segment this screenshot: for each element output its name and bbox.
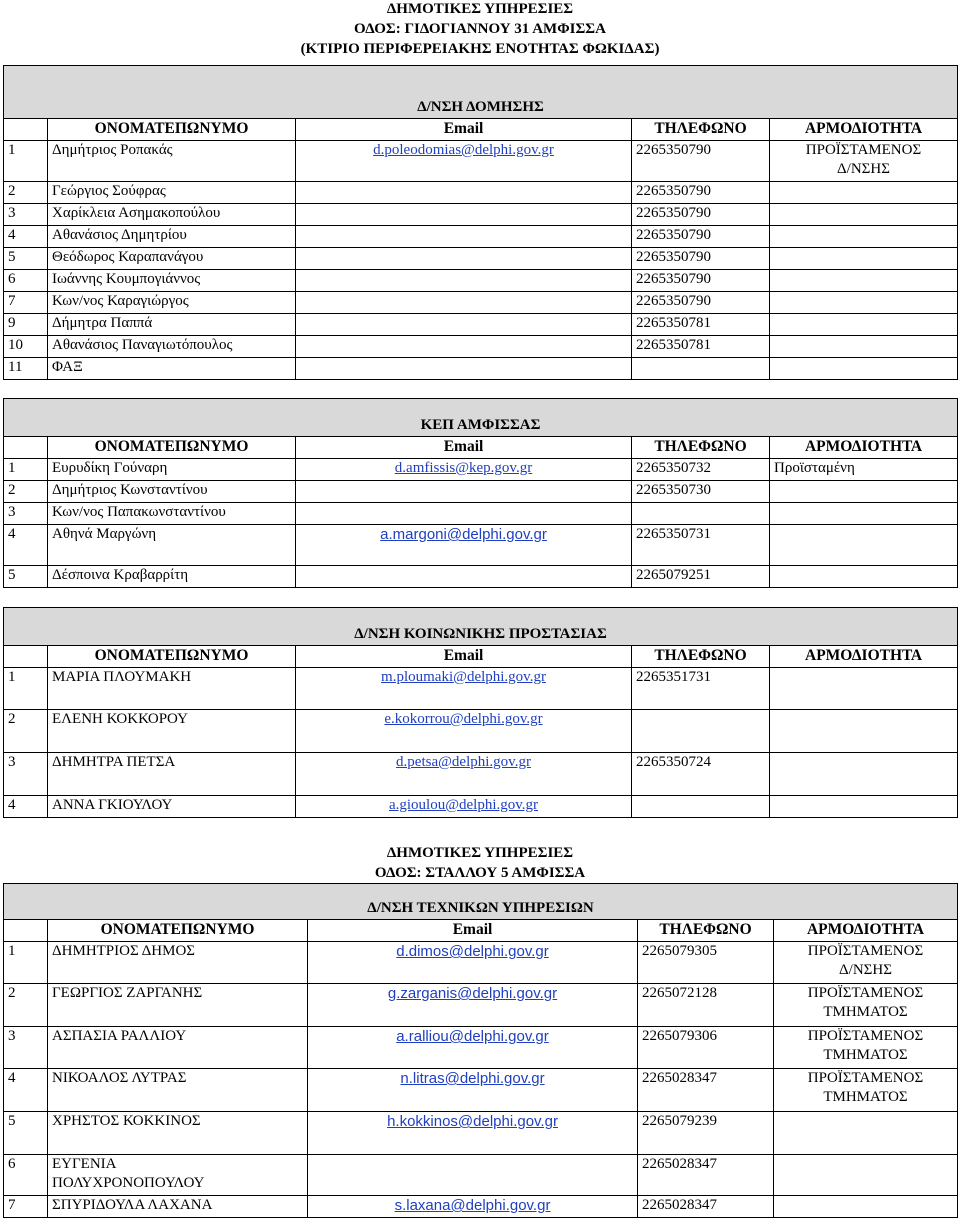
table-row: 5 Θεόδωρος Καραπανάγου 2265350790: [4, 248, 958, 270]
table-kep: [3, 398, 958, 588]
table-row: 10 Αθανάσιος Παναγιωτόπουλος 2265350781: [4, 336, 958, 358]
email-link[interactable]: d.petsa@delphi.gov.gr: [396, 754, 531, 770]
table-koinoniki: [3, 607, 958, 818]
table-row: 6 Ιωάννης Κουμπογιάννος 2265350790: [4, 270, 958, 292]
table-row: 7 ΣΠΥΡΙΔΟΥΛΑ ΛΑΧΑΝΑ s.laxana@delphi.gov.gr 2265028347: [4, 1196, 958, 1218]
table-row: 4 Αθανάσιος Δημητρίου 2265350790: [4, 226, 958, 248]
col-header-email: Email: [296, 437, 632, 459]
col-header-role: ΑΡΜΟΔΙΟΤΗΤΑ: [770, 646, 958, 668]
header-line-3: (ΚΤΙΡΙΟ ΠΕΡΙΦΕΡΕΙΑΚΗΣ ΕΝΟΤΗΤΑΣ ΦΩΚΙΔΑΣ): [300, 41, 660, 57]
header2-line-2: ΟΔΟΣ: ΣΤΑΛΛΟΥ 5 ΑΜΦΙΣΣΑ: [374, 865, 586, 881]
email-link[interactable]: s.laxana@delphi.gov.gr: [394, 1197, 551, 1214]
col-header-email: Email: [296, 119, 632, 141]
section-title: Δ/ΝΣΗ ΤΕΧΝΙΚΩΝ ΥΠΗΡΕΣΙΩΝ: [4, 884, 958, 920]
section-title: Δ/ΝΣΗ ΚΟΙΝΩΝΙΚΗΣ ΠΡΟΣΤΑΣΙΑΣ: [4, 608, 958, 646]
email-link[interactable]: h.kokkinos@delphi.gov.gr: [387, 1113, 558, 1130]
header2-line-1: ΔΗΜΟΤΙΚΕΣ ΥΠΗΡΕΣΙΕΣ: [386, 845, 574, 861]
table-domisis: [3, 65, 958, 380]
col-header-email: Email: [308, 920, 638, 942]
table-row: 11 ΦΑΞ: [4, 358, 958, 380]
col-header-role: ΑΡΜΟΔΙΟΤΗΤΑ: [770, 437, 958, 459]
table-row: 4 ΝΙΚΟΑΛΟΣ ΛΥΤΡΑΣ n.litras@delphi.gov.gr 2265028347 ΠΡΟΪΣΤΑΜΕΝΟΣ ΤΜΗΜΑΤΟΣ: [4, 1069, 958, 1112]
table-row: 4 Αθηνά Μαργώνη a.margoni@delphi.gov.gr 2265350731: [4, 525, 958, 566]
table-row: 2 ΓΕΩΡΓΙΟΣ ΖΑΡΓΑΝΗΣ g.zarganis@delphi.gov.gr 2265072128 ΠΡΟΪΣΤΑΜΕΝΟΣ ΤΜΗΜΑΤΟΣ: [4, 984, 958, 1027]
table-row: 6 ΕΥΓΕΝΙΑ ΠΟΛΥΧΡΟΝΟΠΟΥΛΟΥ 2265028347: [4, 1155, 958, 1196]
table-row: 5 ΧΡΗΣΤΟΣ ΚΟΚΚΙΝΟΣ h.kokkinos@delphi.gov.gr 2265079239: [4, 1112, 958, 1155]
table-row: 9 Δήμητρα Παππά 2265350781: [4, 314, 958, 336]
col-header-phone: ΤΗΛΕΦΩΝΟ: [638, 920, 774, 942]
table-row: 7 Κων/νος Καραγιώργος 2265350790: [4, 292, 958, 314]
email-link[interactable]: e.kokorrou@delphi.gov.gr: [384, 711, 543, 727]
email-link[interactable]: n.litras@delphi.gov.gr: [400, 1070, 545, 1087]
email-link[interactable]: a.gioulou@delphi.gov.gr: [388, 797, 539, 813]
table-row: 2 Δημήτριος Κωνσταντίνου 2265350730: [4, 481, 958, 503]
email-link[interactable]: a.margoni@delphi.gov.gr: [380, 526, 547, 543]
col-header-name: ΟΝΟΜΑΤΕΠΩΝΥΜΟ: [48, 119, 296, 141]
col-header-name: ΟΝΟΜΑΤΕΠΩΝΥΜΟ: [48, 437, 296, 459]
table-row: 1 ΔΗΜΗΤΡΙΟΣ ΔΗΜΟΣ d.dimos@delphi.gov.gr 2265079305 ΠΡΟΪΣΤΑΜΕΝΟΣ Δ/ΝΣΗΣ: [4, 942, 958, 984]
header-line-1: ΔΗΜΟΤΙΚΕΣ ΥΠΗΡΕΣΙΕΣ: [386, 1, 574, 17]
table-row: 3 ΔΗΜΗΤΡΑ ΠΕΤΣΑ d.petsa@delphi.gov.gr 2265350724: [4, 753, 958, 796]
col-header-role: ΑΡΜΟΔΙΟΤΗΤΑ: [770, 119, 958, 141]
col-header-name: ΟΝΟΜΑΤΕΠΩΝΥΜΟ: [48, 920, 308, 942]
table-row: 3 ΑΣΠΑΣΙΑ ΡΑΛΛΙΟΥ a.ralliou@delphi.gov.gr 2265079306 ΠΡΟΪΣΤΑΜΕΝΟΣ ΤΜΗΜΑΤΟΣ: [4, 1027, 958, 1069]
table-row: 2 ΕΛΕΝΗ ΚΟΚΚΟΡΟΥ e.kokorrou@delphi.gov.gr: [4, 710, 958, 753]
col-header-email: Email: [296, 646, 632, 668]
table-row: 5 Δέσποινα Κραβαρρίτη 2265079251: [4, 566, 958, 588]
table-row: 3 Κων/νος Παπακωνσταντίνου: [4, 503, 958, 525]
email-link[interactable]: d.poleodomias@delphi.gov.gr: [373, 142, 554, 158]
col-header-name: ΟΝΟΜΑΤΕΠΩΝΥΜΟ: [48, 646, 296, 668]
table-row: 1 ΜΑΡΙΑ ΠΛΟΥΜΑΚΗ m.ploumaki@delphi.gov.gr 2265351731: [4, 668, 958, 710]
section-title: Δ/ΝΣΗ ΔΟΜΗΣΗΣ: [4, 66, 958, 119]
email-link[interactable]: m.ploumaki@delphi.gov.gr: [381, 669, 546, 685]
email-link[interactable]: a.ralliou@delphi.gov.gr: [396, 1028, 549, 1045]
section-title: ΚΕΠ ΑΜΦΙΣΣΑΣ: [4, 399, 958, 437]
email-link[interactable]: d.dimos@delphi.gov.gr: [396, 943, 549, 960]
table-texnikes: [3, 883, 958, 1218]
table-row: 4 ΑΝΝΑ ΓΚΙΟΥΛΟΥ a.gioulou@delphi.gov.gr: [4, 796, 958, 818]
email-link[interactable]: g.zarganis@delphi.gov.gr: [387, 985, 558, 1002]
table-row: 3 Χαρίκλεια Ασημακοπούλου 2265350790: [4, 204, 958, 226]
col-header-phone: ΤΗΛΕΦΩΝΟ: [632, 646, 770, 668]
col-header-phone: ΤΗΛΕΦΩΝΟ: [632, 437, 770, 459]
col-header-phone: ΤΗΛΕΦΩΝΟ: [632, 119, 770, 141]
table-row: 1 Ευρυδίκη Γούναρη d.amfissis@kep.gov.gr 2265350732 Προϊσταμένη: [4, 459, 958, 481]
table-row: 1 Δημήτριος Ροπακάς d.poleodomias@delphi.gov.gr 2265350790 ΠΡΟΪΣΤΑΜΕΝΟΣ Δ/ΝΣΗΣ: [4, 141, 958, 182]
email-link[interactable]: d.amfissis@kep.gov.gr: [394, 460, 533, 476]
col-header-role: ΑΡΜΟΔΙΟΤΗΤΑ: [774, 920, 958, 942]
header-line-2: ΟΔΟΣ: ΓΙΔΟΓΙΑΝΝΟΥ 31 ΑΜΦΙΣΣΑ: [354, 21, 606, 37]
table-row: 2 Γεώργιος Σούφρας 2265350790: [4, 182, 958, 204]
